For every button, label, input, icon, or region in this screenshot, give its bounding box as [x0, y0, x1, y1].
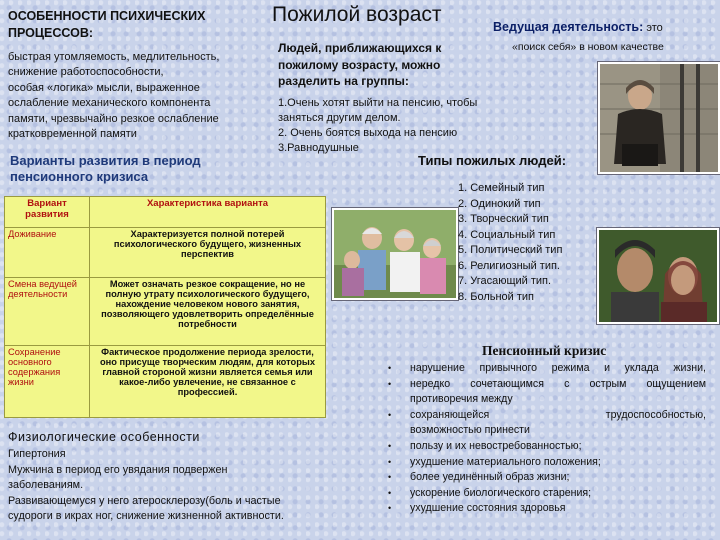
elderly-woman-photo	[598, 62, 720, 174]
list-item	[388, 408, 706, 424]
bullet-icon: •	[388, 472, 392, 483]
variant-desc: Характеризуется полной потерей психологического будущего, жизненных перспектив	[90, 228, 326, 278]
crisis-list	[388, 361, 706, 517]
list-item-text: ускорение биологического старения;	[410, 486, 592, 499]
list-item	[388, 455, 706, 471]
variant-desc: Может означать резкое сокращение, но не полную утрату психологического будущего, нахождение человеком нового занятия, позволяющего удовлетворить определённые потребности	[90, 278, 326, 346]
list-item: 5. Политический тип	[458, 244, 563, 256]
title-line: Варианты развития в период	[10, 153, 201, 168]
bullet-icon: •	[388, 378, 392, 389]
title-line: ПРОЦЕССОВ:	[8, 26, 94, 40]
bullet-icon: •	[388, 456, 392, 467]
list-item: 1. Семейный тип	[458, 182, 545, 194]
title-line: пожилому возрасту, можно	[278, 57, 441, 72]
list-item: 2. Очень боятся выхода на пенсию	[278, 127, 458, 139]
bullet-icon: •	[388, 363, 392, 373]
title-line: пенсионного кризиса	[10, 169, 149, 184]
table-row	[5, 278, 326, 346]
table-header-row	[5, 197, 326, 228]
list-item: заняться другим делом.	[278, 112, 401, 124]
list-item: 1.Очень хотят выйти на пенсию, чтобы	[278, 97, 478, 109]
table-row	[5, 346, 326, 418]
list-item-text: пользу и их невостребованностью;	[410, 439, 582, 452]
title-line: ОСОБЕННОСТИ ПСИХИЧЕСКИХ	[8, 9, 206, 23]
list-item-text: ухудшение состояния здоровья	[410, 502, 566, 515]
text-line: особая «логика» мысли, выраженное	[8, 81, 200, 94]
crisis-title: Пенсионный кризис	[482, 343, 607, 358]
list-item	[388, 501, 706, 517]
elderly-woman-image	[600, 64, 718, 172]
text-line: памяти, чрезвычайно резкое ослабление	[8, 112, 219, 125]
variant-label: Смена ведущей деятельности	[5, 278, 90, 346]
list-item	[388, 361, 706, 377]
elderly-couple-image	[599, 230, 717, 322]
psych-processes-text	[8, 50, 270, 142]
physio-title: Физиологические особенности	[8, 430, 200, 444]
page-title: Пожилой возраст	[272, 3, 442, 26]
list-item-text: возможностью принести	[410, 424, 530, 437]
psych-processes-title	[8, 8, 258, 42]
title-line: Людей, приближающихся к	[278, 41, 442, 55]
physio-text	[8, 447, 358, 525]
list-item: 8. Больной тип	[458, 290, 535, 303]
header-variant: Вариант развития	[5, 197, 90, 228]
bullet-icon: •	[388, 440, 392, 451]
text-line: заболеваниям.	[8, 479, 84, 492]
lead-activity-text: «поиск себя» в новом качестве	[512, 41, 664, 53]
elderly-group-image	[334, 210, 456, 298]
elderly-group-photo	[332, 208, 458, 300]
list-item: 2. Одинокий тип	[458, 197, 541, 210]
bullet-icon: •	[388, 409, 392, 420]
title-line: разделить на группы:	[278, 74, 409, 88]
lead-title-rest: это	[643, 22, 663, 34]
types-title: Типы пожилых людей:	[418, 153, 567, 168]
elderly-couple-photo	[597, 228, 719, 324]
list-item-text: противоречия между	[410, 393, 513, 406]
list-item: 6. Религиозный тип.	[458, 259, 560, 272]
text-line: Развивающемуся у него атеросклерозу(боль и частые	[8, 494, 281, 507]
list-item	[388, 470, 706, 486]
lead-activity-title	[493, 20, 663, 34]
groups-list	[278, 96, 518, 156]
list-item-text: нарушение привычного режима и уклада жизни,	[410, 362, 706, 374]
variant-label: Сохранение основного содержания жизни	[5, 346, 90, 418]
list-item	[388, 486, 706, 502]
list-item	[388, 377, 706, 393]
bullet-icon: •	[388, 503, 392, 514]
table-row	[5, 228, 326, 278]
list-item	[388, 423, 706, 439]
variants-title	[10, 153, 260, 185]
list-item	[388, 439, 706, 455]
text-line: ослабление механического компонента	[8, 97, 211, 110]
text-line: снижение работоспособности,	[8, 66, 164, 79]
list-item-text: нередко сочетающимся с острым ощущением	[410, 377, 706, 390]
text-line: Мужчина в период его увядания подвержен	[8, 463, 228, 476]
list-item	[388, 392, 706, 408]
types-list	[458, 181, 562, 305]
list-item: 3. Творческий тип	[458, 213, 549, 225]
groups-title	[278, 40, 508, 90]
list-item: 7. Угасающий тип.	[458, 275, 552, 287]
list-item-text: ухудшение материального положения;	[410, 455, 601, 468]
text-line: судороги в икрах ног, снижение жизненной активности.	[8, 510, 284, 523]
variant-label: Доживание	[5, 228, 90, 278]
text-line: быстрая утомляемость, медлительность,	[8, 51, 220, 63]
list-item: 4. Социальный тип	[458, 228, 556, 241]
text-line: кратковременной памяти	[8, 128, 137, 141]
text-line: Гипертония	[8, 448, 66, 460]
list-item-text: сохраняющейся трудоспособностью,	[410, 408, 706, 421]
variant-desc: Фактическое продолжение периода зрелости, оно присуще творческим людям, для которых главной стороной жизни является семья или какое-либо увлечение, не связанное с профессией.	[90, 346, 326, 418]
header-characteristic: Характеристика варианта	[90, 197, 326, 228]
list-item-text: более уединённый образ жизни;	[410, 471, 570, 484]
list-item: 3.Равнодушные	[278, 142, 359, 154]
bullet-icon: •	[388, 487, 392, 498]
lead-title-bold: Ведущая деятельность:	[493, 20, 644, 34]
variants-table	[4, 196, 326, 418]
